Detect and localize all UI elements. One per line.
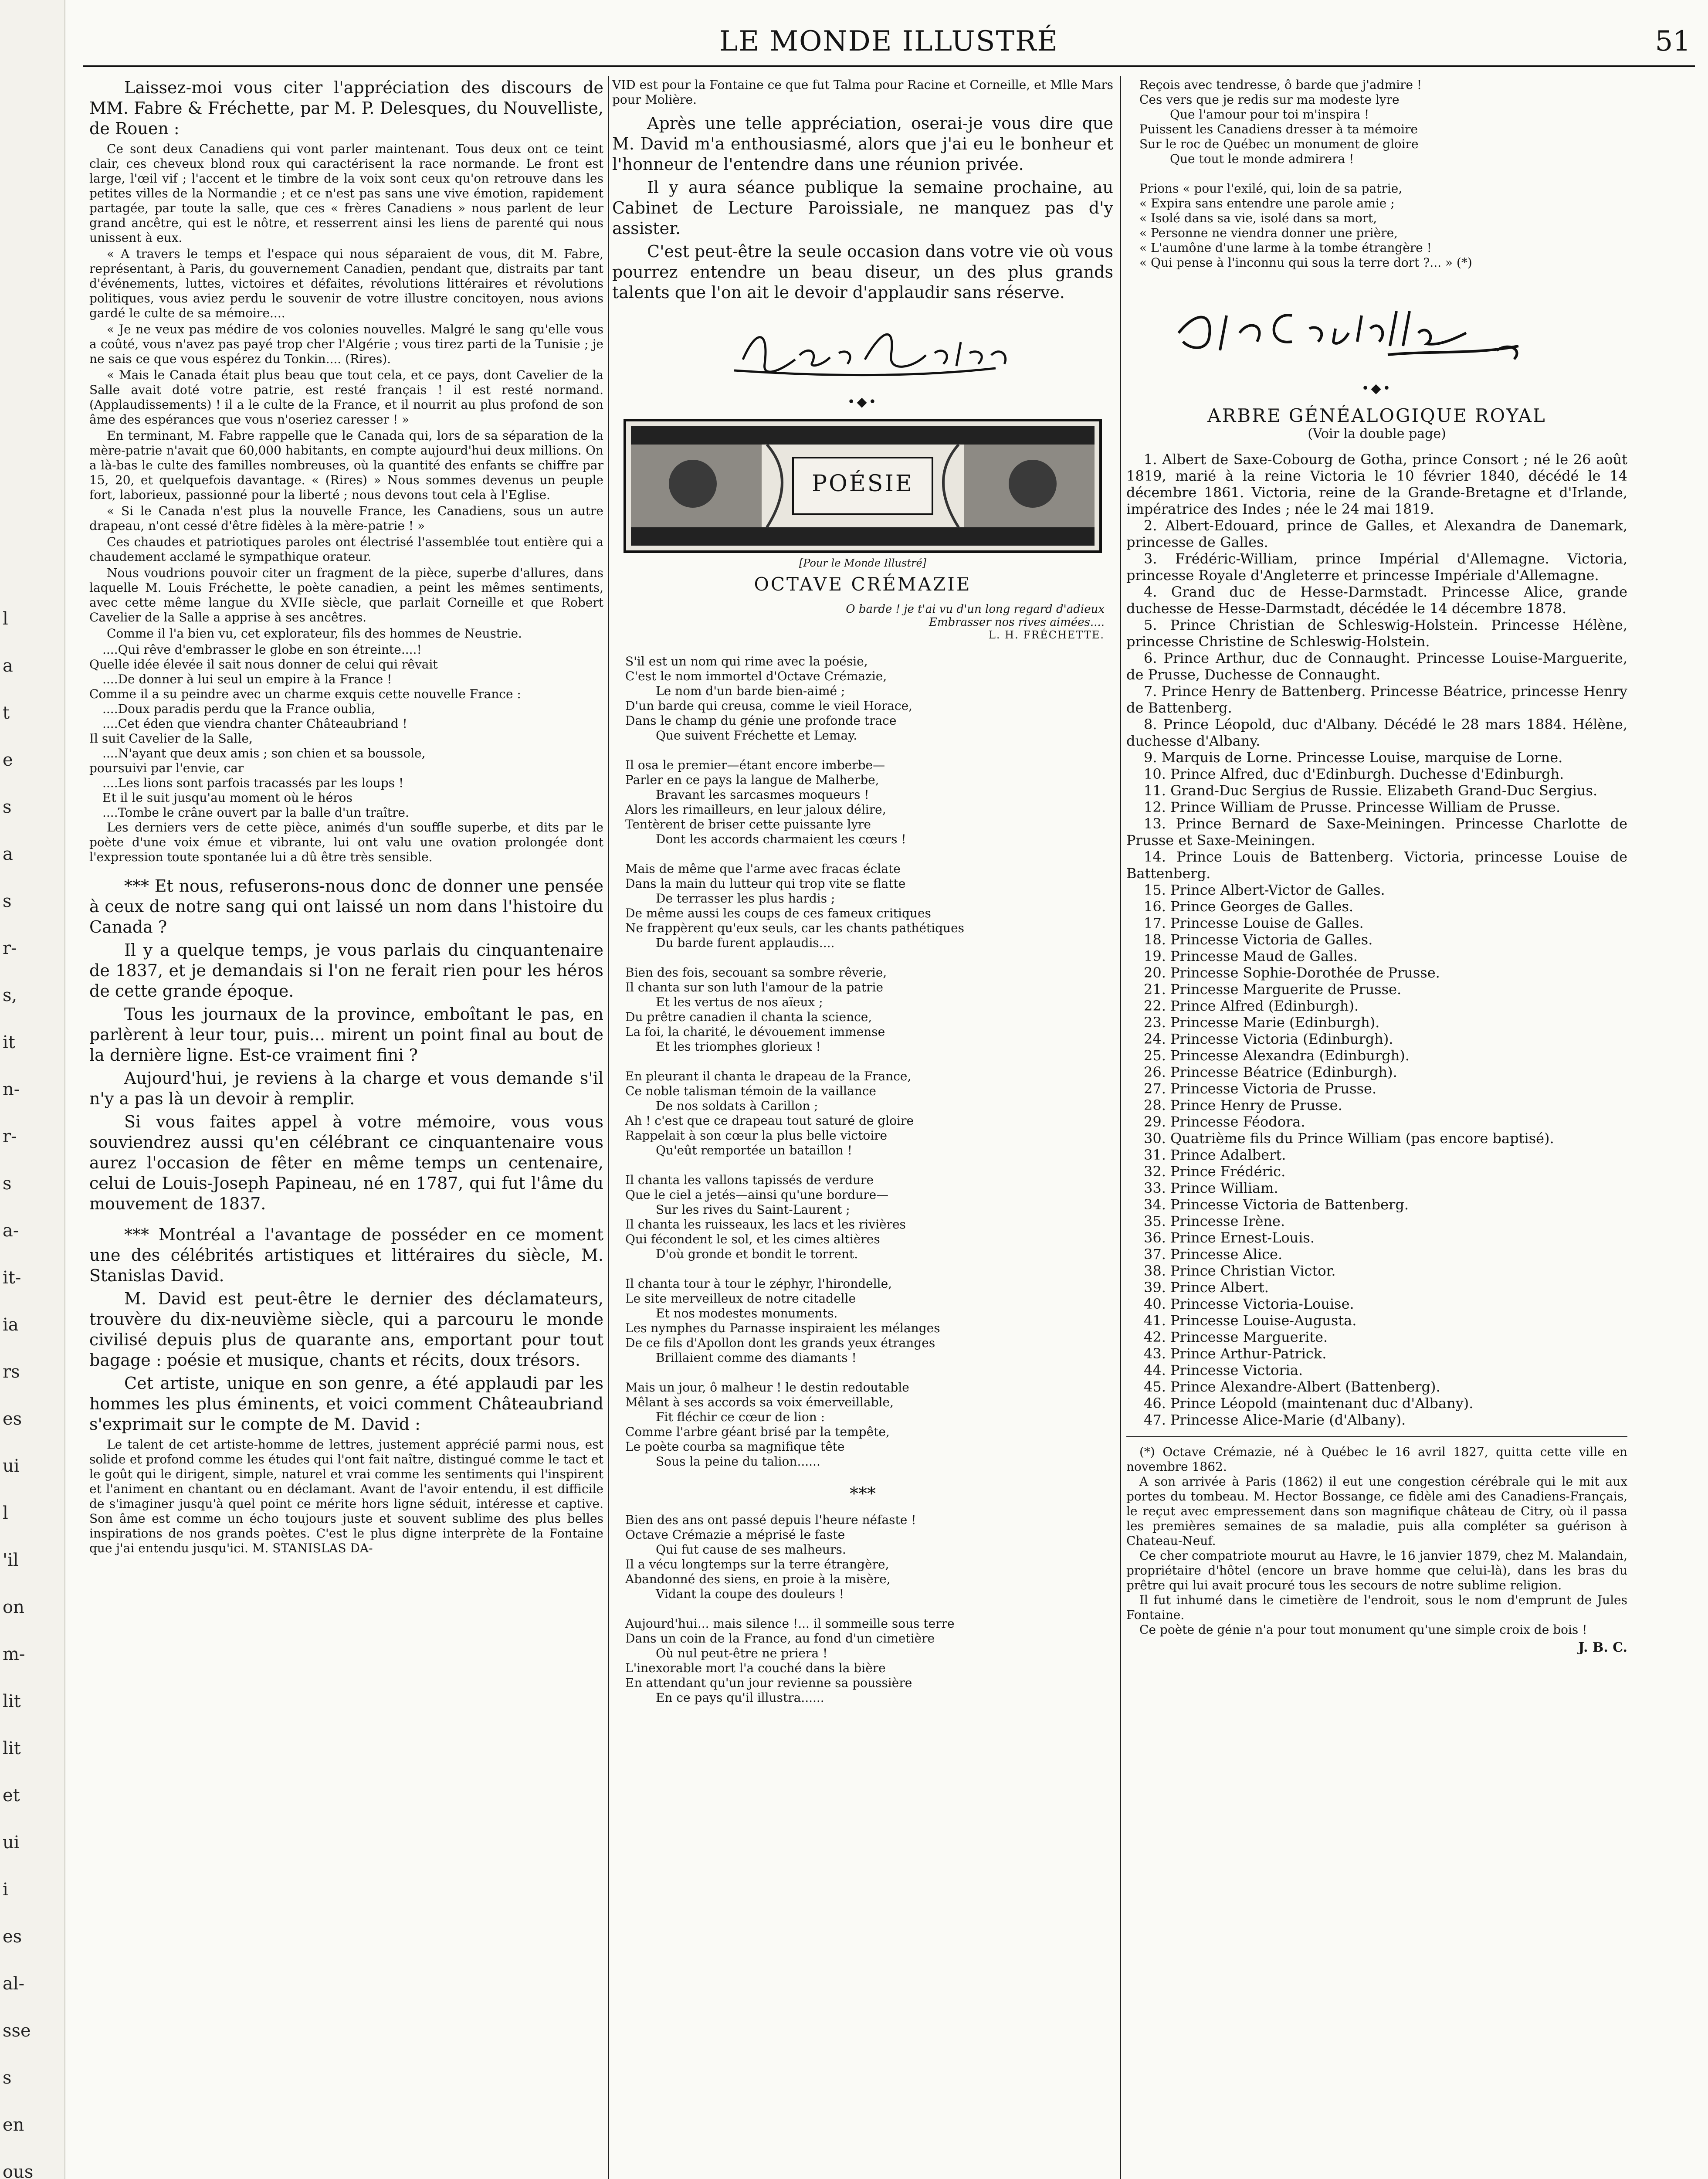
genealogy-entry: 17. Princesse Louise de Galles. [1144,915,1364,931]
genealogy-entry: 29. Princesse Féodora. [1144,1113,1305,1130]
genealogy-entry: 9. Marquis de Lorne. Princesse Louise, marquise de Lorne. [1144,749,1563,766]
verse-line: Reçois avec tendresse, ô barde que j'admire ! [1139,78,1422,92]
quote-paragraph: Les derniers vers de cette pièce, animés d'un souffle superbe, et dits par le poète d'une voix émue et vibrante, lui ont valu une ovation prolongée dont l'expression toute spontanée lui a dû être très sensible. [89,820,603,864]
body-paragraph: C'est peut-être la seule occasion dans votre vie où vous pourrez entendre un beau diseur, un des plus grands talents que l'on ait le devoir d'applaudir sans réserve. [612,242,1113,302]
genealogy-entry: 1. Albert de Saxe-Cobourg de Gotha, prince Consort ; né le 26 août 1819, marié à la reine Victoria le 10 février 1840, décédé le 14 décembre 1861. Victoria, reine de la Grande-Bretagne et d'Irlande, impératrice des Indes ; née le 24 mai 1819. [1126,451,1627,517]
verse-line: Aujourd'hui... mais silence !... il sommeille sous terre [625,1616,955,1631]
genealogy-entry: 43. Prince Arthur-Patrick. [1144,1345,1327,1362]
verse-line: Octave Crémazie a méprisé le faste [625,1527,845,1542]
genealogy-entry: 42. Princesse Marguerite. [1144,1329,1328,1345]
body-paragraph: Si vous faites appel à votre mémoire, vous vous souviendrez aussi qu'en célébrant ce cinquantenaire vous aurez l'occasion de fêter en même temps un centenaire, celui de Louis-Joseph Papineau, né en 1787, qui fut l'âme du mouvement de 1837. [89,1112,603,1213]
margin-fragment: i [3,1880,8,1900]
body-paragraph: Après une telle appréciation, oserai-je vous dire que M. David m'a enthousiasmé, alors que j'ai eu le bonheur et l'honneur de l'entendre dans une réunion privée. [612,114,1113,174]
genealogy-entry: 46. Prince Léopold (maintenant duc d'Albany). [1144,1395,1474,1412]
poem-stanza [1126,78,1627,166]
body-paragraph: Aujourd'hui, je reviens à la charge et vous demande s'il n'y a pas là un devoir à remplir. [89,1069,603,1108]
margin-fragment: t [3,703,10,723]
verse-line: « Personne ne viendra donner une prière, [1139,226,1398,240]
verse-line: En ce pays qu'il illustra...... [656,1690,824,1705]
body-paragraph: Il y aura séance publique la semaine prochaine, au Cabinet de Lecture Paroissiale, ne manquez pas d'y assister. [612,178,1113,238]
verse-line: Comme l'arbre géant brisé par la tempête, [625,1425,890,1439]
genealogy-entry: 8. Prince Léopold, duc d'Albany. Décédé le 28 mars 1884. Hélène, duchesse d'Albany. [1126,716,1627,749]
column-divider-2 [1120,76,1121,2179]
verse-line: Abandonné des siens, en proie à la misère, [625,1572,891,1586]
verse-line: Et il le suit jusqu'au moment où le héros [102,791,352,805]
genealogy-entry: 39. Prince Albert. [1144,1279,1269,1296]
verse-line: Il osa le premier—étant encore imberbe— [625,758,885,772]
genealogy-entry: 40. Princesse Victoria-Louise. [1144,1296,1354,1312]
margin-fragment: al- [3,1974,25,1994]
genealogy-entry: 25. Princesse Alexandra (Edinburgh). [1144,1047,1410,1064]
genealogy-entry: 24. Princesse Victoria (Edinburgh). [1144,1031,1393,1047]
body-paragraph: Tous les journaux de la province, emboîtant le pas, en parlèrent à leur tour, puis... mirent un point final au bout de la dernière ligne. Est-ce vraiment fini ? [89,1005,603,1065]
verse-line: Sous la peine du talion...... [656,1454,820,1469]
verse-line: ....N'ayant que deux amis ; son chien et sa boussole, [102,746,426,760]
verse-line: Sur les rives du Saint-Laurent ; [656,1202,850,1217]
body-paragraph: Il y a quelque temps, je vous parlais du cinquantenaire de 1837, et je demandais si l'on ne ferait rien pour les héros de cette grande époque. [89,940,603,1001]
genealogy-entry: 26. Princesse Béatrice (Edinburgh). [1144,1064,1397,1080]
column-1 [89,78,603,2179]
genealogy-list [1126,451,1627,882]
verse-line: Et les vertus de nos aïeux ; [656,995,823,1009]
verse-line: Mais un jour, ô malheur ! le destin redoutable [625,1380,909,1395]
verse-line: ....Qui rêve d'embrasser le globe en son étreinte....! [102,642,422,657]
genealogy-entry: 7. Prince Henry de Battenberg. Princesse Béatrice, princesse Henry de Battenberg. [1126,683,1627,716]
verse-line: Dont les accords charmaient les cœurs ! [656,832,906,846]
verse-line: Qui fut cause de ses malheurs. [656,1542,846,1557]
genealogy-entry: 47. Princesse Alice-Marie (d'Albany). [1144,1412,1406,1428]
genealogy-entry: 16. Prince Georges de Galles. [1144,898,1354,915]
body-paragraph: Cet artiste, unique en son genre, a été applaudi par les hommes les plus éminents, et voici comment Châteaubriand s'exprimait sur le compte de M. David : [89,1374,603,1434]
verse-line: Ah ! c'est que ce drapeau tout saturé de gloire [625,1113,914,1128]
quote-paragraph: « Si le Canada n'est plus la nouvelle France, les Canadiens, sous un autre drapeau, n'ont cessé d'être fidèles à la mère-patrie ! » [89,504,603,533]
verse-line: Que le ciel a jetés—ainsi qu'une bordure— [625,1188,889,1202]
genealogy-entry: 41. Princesse Louise-Augusta. [1144,1312,1357,1329]
verse-line: poursuivi par l'envie, car [89,761,244,775]
verse-line: ....Les lions sont parfois tracassés par les loups ! [102,776,404,790]
genealogy-entry: 28. Prince Henry de Prusse. [1144,1097,1342,1113]
genealogy-entry: 38. Prince Christian Victor. [1144,1263,1336,1279]
margin-fragment: lit [3,1738,21,1758]
verse-line: Rappelait à son cœur la plus belle victoire [625,1128,888,1143]
poem-stanza [612,1513,1113,1602]
margin-fragment: ui [3,1833,20,1853]
genealogy-entry: 33. Prince William. [1144,1180,1278,1196]
poem-stanza [612,758,1113,847]
genealogy-entry: 22. Prince Alfred (Edinburgh). [1144,998,1359,1014]
quote-paragraph: Nous voudrions pouvoir citer un fragment de la pièce, superbe d'allures, dans laquelle M. Louis Fréchette, le poète canadien, a peint les mêmes sentiments, avec cette même langue du XVIIe siècle, que parlait Corneille et que Robert Cavelier de la Salle a apprise à ses ancêtres. [89,566,603,625]
genealogy-short-list [1126,882,1627,1428]
verse-line: Que tout le monde admirera ! [1170,152,1354,166]
verse-line: Parler en ce pays la langue de Malherbe, [625,773,879,787]
verse-line: ....De donner à lui seul un empire à la France ! [102,672,392,686]
verse-line: Où nul peut-être ne priera ! [656,1646,828,1660]
margin-fragment: l [3,1503,8,1523]
genealogy-entry: 27. Princesse Victoria de Prusse. [1144,1080,1377,1097]
poesie-banner [623,418,1102,553]
genealogy-entry: 34. Princesse Victoria de Battenberg. [1144,1196,1409,1213]
genealogy-entry: 18. Princesse Victoria de Galles. [1144,931,1373,948]
poem-stanza [612,1380,1113,1469]
quote-paragraph: « Je ne veux pas médire de vos colonies nouvelles. Malgré le sang qu'elle vous a coûté, vous n'avez pas payé trop cher l'Algérie ; vous tirez parti de la Tunisie ; je ne sais ce que vous espérez du Tonkin.... (Rires). [89,322,603,366]
header-rule [83,65,1695,67]
section-title: ARBRE GÉNÉALOGIQUE ROYAL [1207,405,1546,426]
verse-line: Comme il a su peindre avec un charme exquis cette nouvelle France : [89,687,521,701]
margin-fragment: ia [3,1315,19,1335]
body-paragraph: M. David est peut-être le dernier des déclamateurs, trouvère du dix-neuvième siècle, qui a parcouru le monde civilisé depuis plus de quarante ans, emportant pour tout bagage : poésie et musique, chants et récits, doux trésors. [89,1289,603,1370]
ornament-divider: •◆• [1361,381,1393,396]
margin-fragment: en [3,2115,24,2135]
margin-fragment: s [3,2068,12,2088]
verse-line: Il suit Cavelier de la Salle, [89,731,253,746]
verse-line: Il chanta sur son luth l'amour de la patrie [625,980,884,994]
footnote-paragraph: Ce cher compatriote mourut au Havre, le 16 janvier 1879, chez M. Malandain, propriétaire d'hôtel (encore un brave homme que celui-là), dans les bras du prêtre qui lui avait procuré tous les secours de notre sublime religion. [1126,1548,1627,1592]
verse-line: Il chanta les vallons tapissés de verdure [625,1173,874,1187]
margin-fragment: s [3,1174,12,1194]
margin-fragment: it- [3,1268,21,1288]
poem-stanza [612,1616,1113,1705]
genealogy-entry: 14. Prince Louis de Battenberg. Victoria, princesse Louise de Battenberg. [1126,849,1627,882]
verse-line: Ne frappèrent qu'eux seuls, car les chants pathétiques [625,921,965,935]
verse-line: « Isolé dans sa vie, isolé dans sa mort, [1139,211,1377,225]
margin-fragment: m- [3,1644,25,1664]
poem-title: OCTAVE CRÉMAZIE [754,574,972,595]
verse-line: Il chanta tour à tour le zéphyr, l'hirondelle, [625,1276,892,1291]
column-divider-1 [608,76,609,2179]
genealogy-entry: 20. Princesse Sophie-Dorothée de Prusse. [1144,964,1440,981]
verse-line: Que l'amour pour toi m'inspira ! [1170,107,1369,122]
margin-fragment: rs [3,1362,20,1382]
genealogy-entry: 35. Princesse Irène. [1144,1213,1285,1229]
newspaper-title: LE MONDE ILLUSTRÉ [719,25,1059,58]
margin-fragment: s [3,891,12,911]
genealogy-entry: 3. Frédéric-William, prince Impérial d'Allemagne. Victoria, princesse Royale d'Angleterre et princesse Impériale d'Allemagne. [1126,550,1627,584]
quote-paragraph: « A travers le temps et l'espace qui nous séparaient de vous, dit M. Fabre, représentant, à Paris, du gouvernement Canadien, pendant que, distraits par tant d'événements, luttes, victoires et défaites, révolutions littéraires et révolutions politiques, vous aviez perdu le souvenir de votre illustre concitoyen, nous avions gardé le culte de sa mémoire.... [89,247,603,320]
margin-fragment: es [3,1927,22,1947]
genealogy-entry: 23. Princesse Marie (Edinburgh). [1144,1014,1380,1031]
body-paragraph: *** Montréal a l'avantage de posséder en ce moment une des célébrités artistiques et littéraires du siècle, M. Stanislas David. [89,1225,603,1285]
verse-line: D'où gronde et bondit le torrent. [656,1247,858,1261]
epigraph-line: O barde ! je t'ai vu d'un long regard d'adieux [846,603,1105,616]
poem-credit: [Pour le Monde Illustré] [799,557,927,569]
verse-line: De nos soldats à Carillon ; [656,1099,818,1113]
verse-line: ....Cet éden que viendra chanter Châteaubriand ! [102,716,407,731]
footnotes [1126,1445,1627,1637]
verse-line: S'il est un nom qui rime avec la poésie, [625,654,868,669]
genealogy-entry: 45. Prince Alexandre-Albert (Battenberg). [1144,1378,1440,1395]
margin-fragment: e [3,750,13,770]
genealogy-entry: 21. Princesse Marguerite de Prusse. [1144,981,1402,998]
verse-line: Mêlant à ses accords sa voix émerveillable, [625,1395,894,1409]
verse-line: Prions « pour l'exilé, qui, loin de sa patrie, [1139,181,1403,196]
genealogy-entry: 44. Princesse Victoria. [1144,1362,1303,1378]
author-initials: J. B. C. [1578,1640,1627,1655]
footnote-paragraph: Il fut inhumé dans le cimetière de l'endroit, sous le nom d'emprunt de Jules Fontaine. [1126,1593,1627,1622]
poesie-banner-text: POÉSIE [812,471,914,497]
margin-fragment: sse [3,2021,31,2041]
genealogy-entry: 32. Prince Frédéric. [1144,1163,1286,1180]
poem-stanza [1126,181,1627,270]
verse-line: Vidant la coupe des douleurs ! [656,1587,844,1601]
verse-line: Que suivent Fréchette et Lemay. [656,728,857,743]
stars-separator: *** [850,1484,876,1504]
genealogy-entry: 10. Prince Alfred, duc d'Edinburgh. Duchesse d'Edinburgh. [1144,766,1564,782]
verse-line: La foi, la charité, le dévouement immense [625,1025,885,1039]
verse-line: Le site merveilleux de notre citadelle [625,1291,856,1306]
verse-line: Le nom d'un barde bien-aimé ; [656,684,845,698]
verse-line: « Qui pense à l'inconnu qui sous la terre dort ?... » (*) [1139,255,1472,270]
genealogy-entry: 15. Prince Albert-Victor de Galles. [1144,882,1385,898]
adjacent-page-margin [0,0,65,2179]
verse-line: De ce fils d'Apollon dont les grands yeux étranges [625,1336,935,1350]
column-2 [612,78,1113,2179]
genealogy-entry: 13. Prince Bernard de Saxe-Meiningen. Princesse Charlotte de Prusse et Saxe-Meiningen. [1126,815,1627,849]
verse-line: Et nos modestes monuments. [656,1306,838,1320]
ornament-divider: •◆• [847,394,878,410]
margin-fragment: es [3,1409,22,1429]
margin-fragment: s, [3,985,17,1005]
verse-line: Tentèrent de briser cette puissante lyre [625,817,871,832]
poem-stanza [612,1276,1113,1365]
verse-line: D'un barde qui creusa, comme le vieil Horace, [625,699,913,713]
genealogy-entry: 4. Grand duc de Hesse-Darmstadt. Princesse Alice, grande duchesse de Hesse-Darmstadt, décédée le 14 décembre 1878. [1126,584,1627,617]
margin-fragment: ous [3,2162,34,2179]
verse-line: De terrasser les plus hardis ; [656,891,835,906]
verse-line: Dans la main du lutteur qui trop vite se flatte [625,876,906,891]
genealogy-entry: 31. Prince Adalbert. [1144,1147,1286,1163]
margin-fragment: it [3,1032,15,1052]
genealogy-entry: 30. Quatrième fils du Prince William (pas encore baptisé). [1144,1130,1554,1147]
verse-line: Qu'eût remportée un bataillon ! [656,1143,852,1157]
verse-line: De même aussi les coups de ces fameux critiques [625,906,931,920]
verse-line: Le poète courba sa magnifique tête [625,1439,845,1454]
quote-paragraph: « Mais le Canada était plus beau que tout cela, et ce pays, dont Cavelier de la Salle avait doté votre patrie, est resté français ! il est resté normand. (Applaudissements) ! il a le culte de la France, et il nourrit au plus profond de son âme des espérances que vous n'oseriez caresser ! » [89,368,603,427]
quote-continuation: VID est pour la Fontaine ce que fut Talma pour Racine et Corneille, et Mlle Mars pour Molière. [612,78,1113,107]
verse-line: Quelle idée élevée il sait nous donner de celui qui rêvait [89,657,438,672]
genealogy-entry: 6. Prince Arthur, duc de Connaught. Princesse Louise-Marguerite, de Prusse, Duchesse de Connaught. [1126,650,1627,683]
poem-body [612,654,1113,1705]
verse-line: L'inexorable mort l'a couché dans la bière [625,1661,886,1675]
verse-line: Ces vers que je redis sur ma modeste lyre [1139,92,1400,107]
verse-line: Bien des ans ont passé depuis l'heure néfaste ! [625,1513,916,1527]
verse-line: ....Tombe le crâne ouvert par la balle d'un traître. [102,805,409,820]
verse-line: Fit fléchir ce cœur de lion : [656,1410,825,1424]
margin-fragment: r- [3,938,17,958]
epigraph-author: L. H. FRÉCHETTE. [988,629,1105,641]
margin-fragment: lit [3,1691,21,1711]
verse-line: Alors les rimailleurs, en leur jaloux délire, [625,802,886,817]
verse-line: « L'aumône d'une larme à la tombe étrangère ! [1139,241,1432,255]
margin-fragment: a- [3,1221,19,1241]
verse-line: Mais de même que l'arme avec fracas éclate [625,862,901,876]
verse-line: Qui fécondent le sol, et les cimes altières [625,1232,880,1246]
margin-fragment: et [3,1785,20,1806]
verse-line: Les nymphes du Parnasse inspiraient les mélanges [625,1321,940,1335]
column-3 [1126,78,1627,2179]
margin-fragment: 'il [3,1550,19,1570]
poem-stanza [612,862,1113,950]
verse-line: En attendant qu'un jour revienne sa poussière [625,1676,912,1690]
verse-line: Du barde furent applaudis.... [656,936,835,950]
verse-line: Bien des fois, secouant sa sombre rêverie, [625,965,887,980]
poem-stanza [612,965,1113,1054]
verse-line: Puissent les Canadiens dresser à ta mémoire [1139,122,1418,136]
verse-line: Et les triomphes glorieux ! [656,1039,821,1054]
footnote-rule [1126,1436,1627,1437]
section-subtitle: (Voir la double page) [1308,426,1446,441]
quote-paragraph: Ce sont deux Canadiens qui vont parler maintenant. Tous deux ont ce teint clair, ces cheveux blond roux qui caractérisent la race normande. Le front est large, l'œil vif ; l'accent et le timbre de la voix sont ceux qu'on retrouve dans les petites villes de la Normandie ; et ce n'est pas sans une vive émotion, rapidement partagée, par toute la salle, que ces « frères Canadiens » nous parlent de leur grand ancêtre, qui est le nôtre, et resserrent ainsi les liens de parenté qui nous unissent à eux. [89,142,603,245]
epigraph-line: Embrasser nos rives aimées.... [929,616,1105,629]
margin-fragment: a [3,656,13,676]
footnote-paragraph: (*) Octave Crémazie, né à Québec le 16 avril 1827, quitta cette ville en novembre 1862. [1126,1445,1627,1474]
margin-fragment: a [3,844,13,864]
genealogy-entry: 36. Prince Ernest-Louis. [1144,1229,1315,1246]
quote-paragraph: Comme il l'a bien vu, cet explorateur, fils des hommes de Neustrie. [107,626,522,641]
margin-fragment: on [3,1597,24,1617]
verse-line: ....Doux paradis perdu que la France oublia, [102,702,376,716]
margin-fragment: r- [3,1127,17,1147]
footnote-paragraph: Ce poète de génie n'a pour tout monument qu'une simple croix de bois ! [1139,1622,1587,1637]
verse-line: Du prêtre canadien il chanta la science, [625,1010,872,1024]
verse-line: « Expira sans entendre une parole amie ; [1139,196,1395,210]
verse-line: C'est le nom immortel d'Octave Crémazie, [625,669,887,683]
poem-stanza [612,1069,1113,1158]
poem-stanza [612,1173,1113,1262]
page-number: 51 [1655,25,1691,58]
verse-line: Il chanta les ruisseaux, les lacs et les rivières [625,1217,906,1232]
verse-line: Il a vécu longtemps sur la terre étrangère, [625,1557,889,1571]
intro-paragraph: Laissez-moi vous citer l'appréciation des discours de MM. Fabre & Fréchette, par M. P. Delesques, du Nouvelliste, de Rouen : [89,78,603,138]
verse-line: Brillaient comme des diamants ! [656,1351,857,1365]
margin-fragment: l [3,609,8,629]
leon-ledieu-signature [612,312,1113,386]
genealogy-entry: 19. Princesse Maud de Galles. [1144,948,1358,964]
margin-fragment: s [3,797,12,817]
verse-line: Dans le champ du génie une profonde trace [625,713,897,728]
verse-line: En pleurant il chanta le drapeau de la France, [625,1069,912,1083]
genealogy-entry: 12. Prince William de Prusse. Princesse William de Prusse. [1144,799,1561,815]
page-header [83,25,1695,64]
quote-paragraph: Ces chaudes et patriotiques paroles ont électrisé l'assemblée tout entière qui a chaudement acclamé le sympathique orateur. [89,535,603,564]
footnote-paragraph: A son arrivée à Paris (1862) il eut une congestion cérébrale qui le mit aux portes du tombeau. M. Hector Bossange, ce fidèle ami des Canadiens-Français, le reçut avec empressement dans son magnifique château de Citry, où il passa les premières semaines de sa maladie, puis alla compléter sa guérison à Chateau-Neuf. [1126,1474,1627,1548]
quote-paragraph: Le talent de cet artiste-homme de lettres, justement apprécié parmi nous, est solide et profond comme les études qui l'ont fait naître, distingué comme le tact et le goût qui le dirigent, simple, naturel et vrai comme les sentiments qui l'inspirent et l'animent en chantant ou en déclamant. Avant de l'avoir entendu, il est difficile de s'imaginer jusqu'à quel point ce mérite hors ligne séduit, intéresse et captive. Son âme est comme un écho toujours juste et souvent sublime des plus belles inspirations de nos grands poètes. C'est le plus digne interprète de la Fontaine que j'ai entendu jusqu'ici. M. STANISLAS DA- [89,1437,603,1555]
margin-fragment: n- [3,1079,20,1100]
genealogy-entry: 37. Princesse Alice. [1144,1246,1283,1263]
verse-line: Bravant les sarcasmes moqueurs ! [656,787,869,802]
body-paragraph: *** Et nous, refuserons-nous donc de donner une pensée à ceux de notre sang qui ont laissé un nom dans l'histoire du Canada ? [89,876,603,937]
verse-line: Ce noble talisman témoin de la vaillance [625,1084,876,1098]
margin-fragment: ui [3,1456,20,1476]
genealogy-entry: 11. Grand-Duc Sergius de Russie. Elizabeth Grand-Duc Sergius. [1144,782,1598,799]
poem-stanza [612,654,1113,743]
genealogy-entry: 5. Prince Christian de Schleswig-Holstein. Princesse Hélène, princesse Christine de Schleswig-Holstein. [1126,617,1627,650]
quote-paragraph: En terminant, M. Fabre rappelle que le Canada qui, lors de sa séparation de la mère-patrie n'avait que 60,000 habitants, en compte aujourd'hui deux millions. On a là-bas le culte des familles nombreuses, où la quantité des enfants se chiffre par 15, 20, et quelquefois davantage. « (Rires) » Nous sommes devenus un peuple fort, laborieux, passionné pour la liberté ; nous devons tout cela à l'Eglise. [89,428,603,502]
verse-line: Sur le roc de Québec un monument de gloire [1139,137,1419,151]
genealogy-entry: 2. Albert-Edouard, prince de Galles, et Alexandra de Danemark, princesse de Galles. [1126,517,1627,550]
caouette-signature [1126,285,1627,372]
verse-line: Dans un coin de la France, au fond d'un cimetière [625,1631,935,1646]
